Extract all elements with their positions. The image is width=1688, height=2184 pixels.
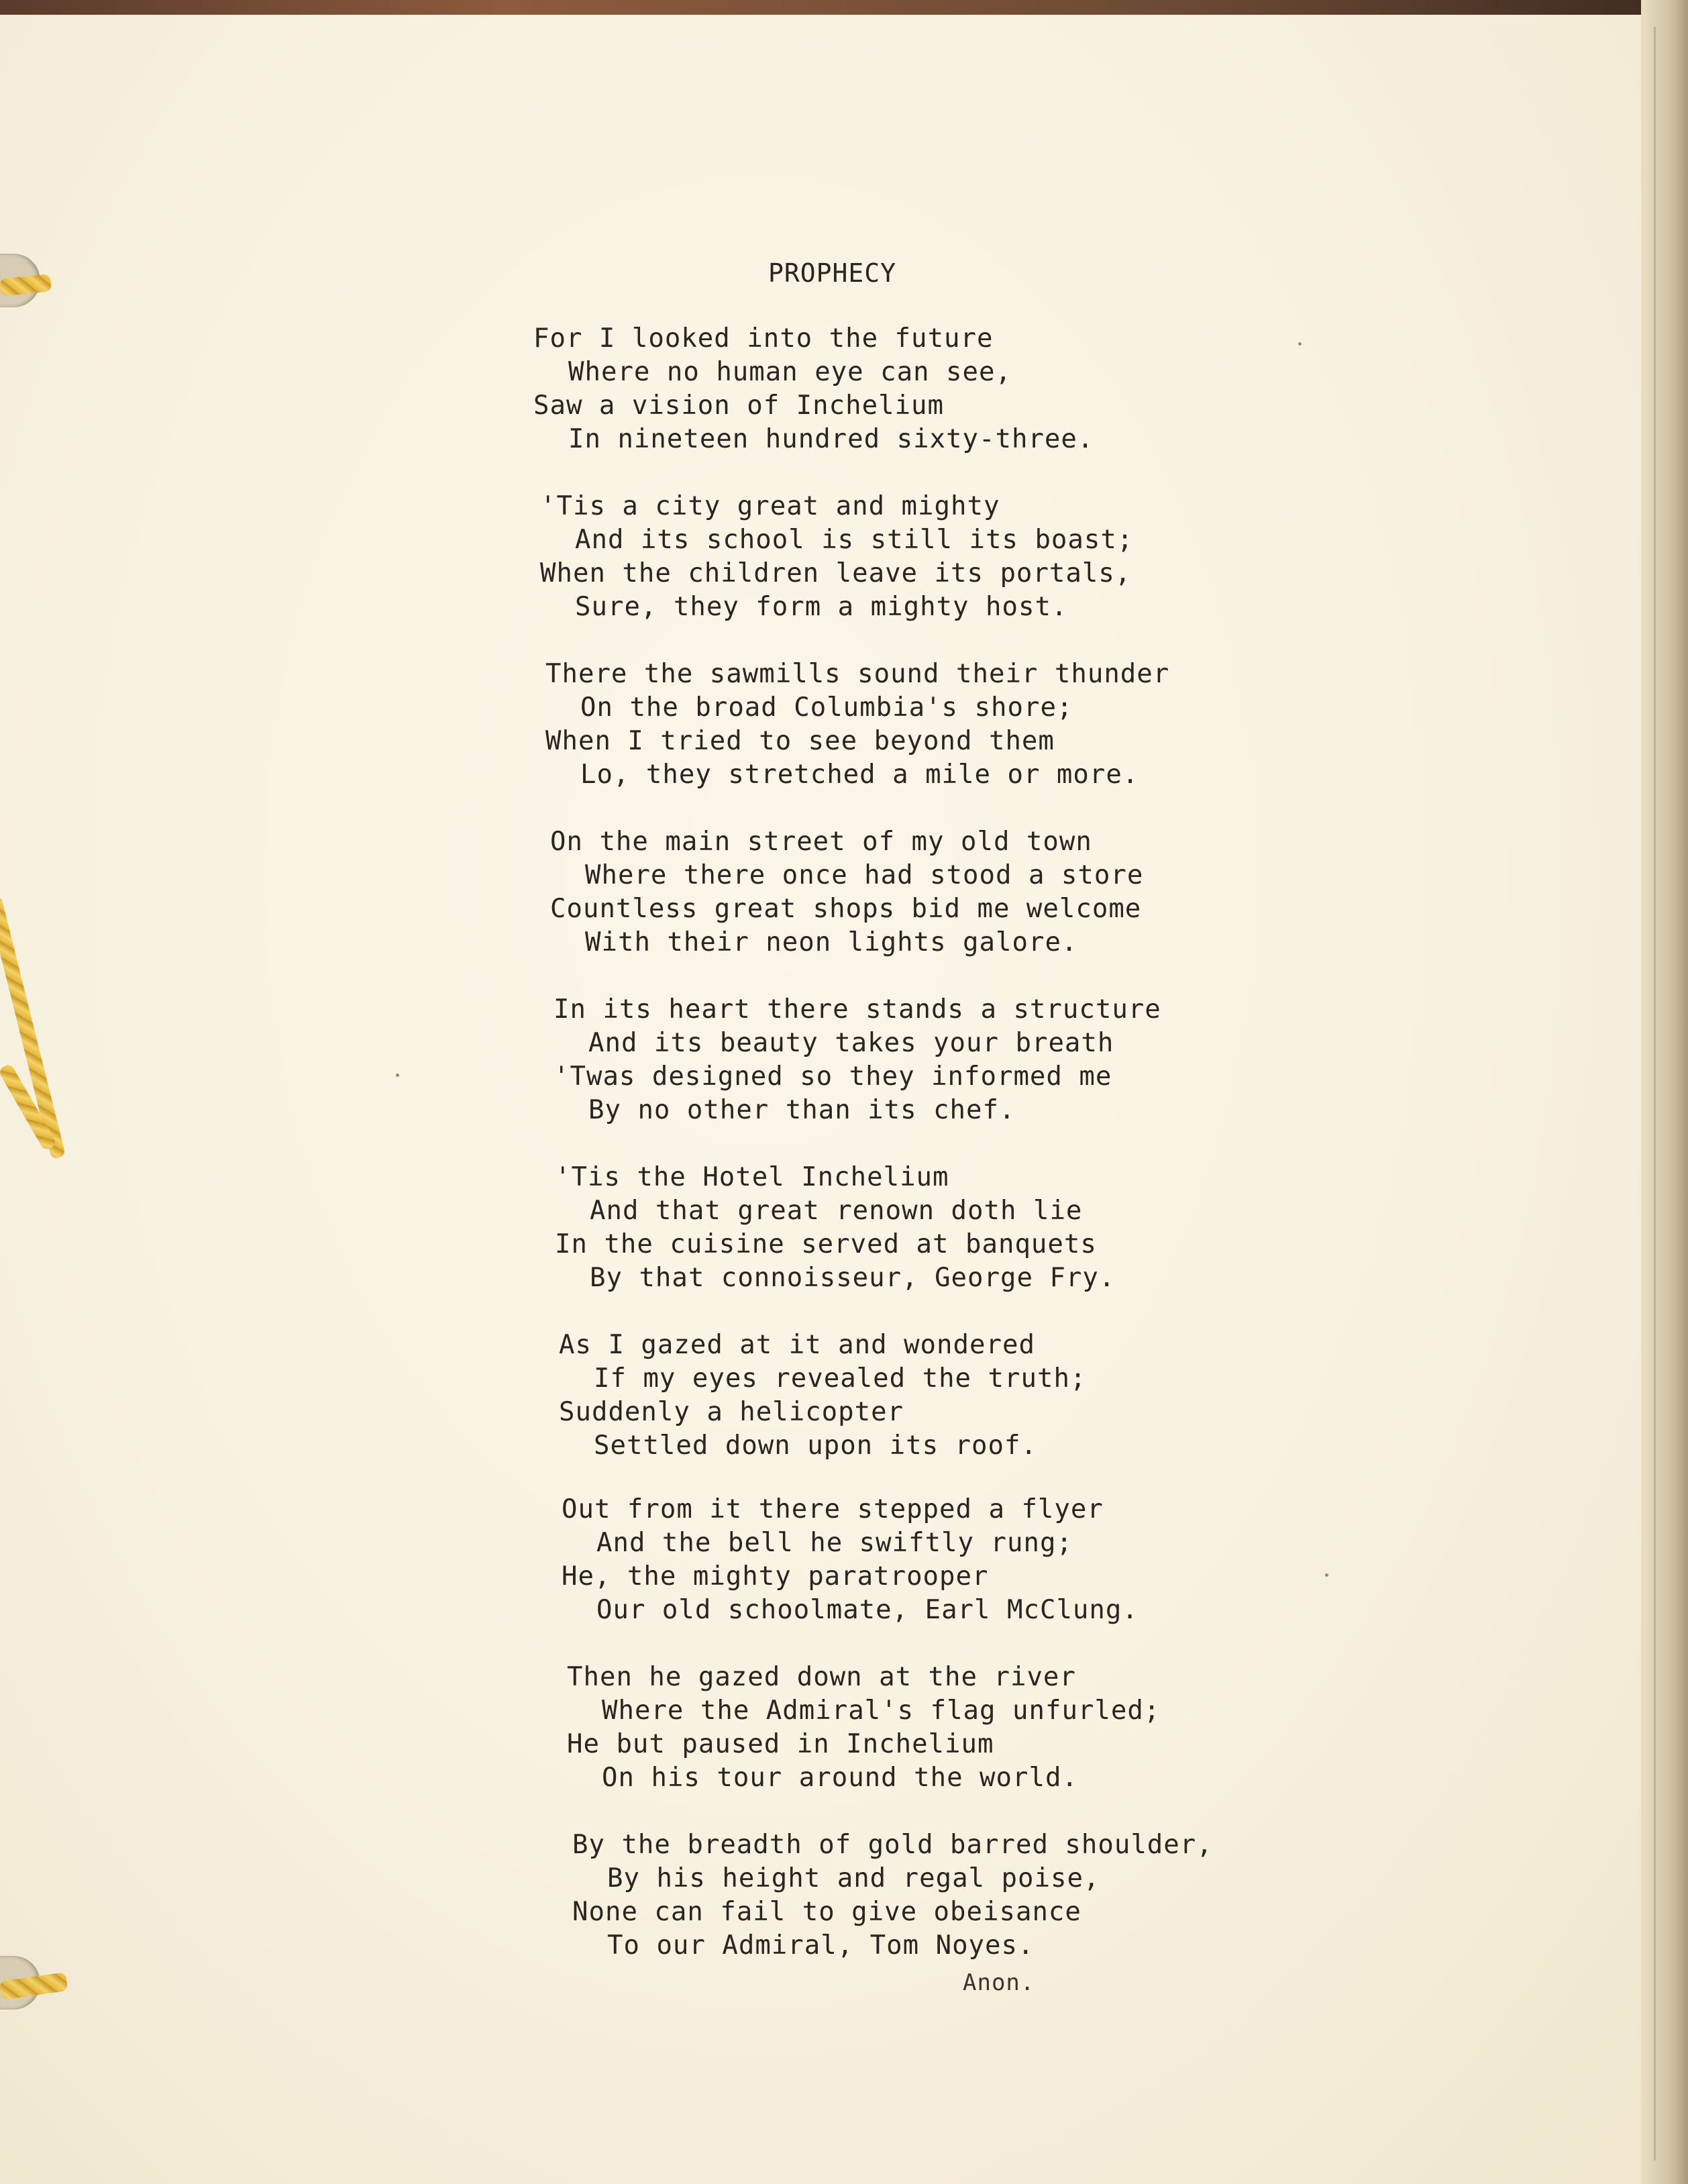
poem-line: On the main street of my old town (550, 827, 1092, 857)
poem-line: As I gazed at it and wondered (559, 1330, 1035, 1360)
poem-line: With their neon lights galore. (585, 927, 1078, 957)
poem-line: If my eyes revealed the truth; (594, 1363, 1087, 1394)
poem-line: On the broad Columbia's shore; (580, 692, 1073, 723)
poem-stanza (533, 322, 1094, 456)
poem-stanza (562, 1493, 1139, 1627)
poem-line: By his height and regal poise, (607, 1863, 1100, 1893)
poem-stanza (555, 1161, 1115, 1295)
poem-stanza (553, 993, 1161, 1127)
page-edge-line (1654, 27, 1656, 2161)
poem-line: 'Twas designed so they informed me (553, 1061, 1112, 1092)
page-stack-edge (1641, 0, 1688, 2184)
poem-line: Suddenly a helicopter (559, 1397, 904, 1427)
poem-line: 'Tis a city great and mighty (540, 491, 1000, 521)
poem-stanza (540, 490, 1133, 624)
poem-line: When the children leave its portals, (540, 558, 1132, 588)
paper-speck (1325, 1573, 1328, 1577)
poem-line: Lo, they stretched a mile or more. (580, 760, 1139, 790)
poem-line: Out from it there stepped a flyer (562, 1494, 1104, 1524)
poem-line: And its beauty takes your breath (588, 1028, 1114, 1058)
binding-top-edge (0, 0, 1688, 15)
poem-line: And that great renown doth lie (590, 1196, 1083, 1226)
poem-author: Anon. (963, 1969, 1035, 1996)
poem-line: He but paused in Inchelium (567, 1729, 994, 1759)
poem-line: There the sawmills sound their thunder (545, 659, 1170, 689)
poem-stanza (550, 825, 1143, 959)
poem-line: Then he gazed down at the river (567, 1662, 1076, 1692)
poem-line: Settled down upon its roof. (594, 1431, 1037, 1461)
paper-speck (396, 1074, 399, 1077)
poem-stanza (572, 1828, 1213, 1963)
poem-line: In its heart there stands a structure (553, 994, 1161, 1025)
poem-line: He, the mighty paratrooper (562, 1561, 989, 1592)
poem-line: 'Tis the Hotel Inchelium (555, 1162, 949, 1192)
poem-line: Our old schoolmate, Earl McClung. (596, 1595, 1139, 1625)
poem-line: By the breadth of gold barred shoulder, (572, 1830, 1213, 1860)
poem-line: None can fail to give obeisance (572, 1897, 1082, 1927)
poem-line: And the bell he swiftly rung; (596, 1528, 1073, 1558)
poem-title: PROPHECY (768, 258, 897, 288)
paper-speck (1298, 342, 1302, 346)
poem-line: Where no human eye can see, (568, 357, 1012, 387)
poem-line: Countless great shops bid me welcome (550, 894, 1142, 924)
poem-stanza (567, 1661, 1160, 1795)
poem-line: Sure, they form a mighty host. (575, 592, 1068, 622)
poem-line: For I looked into the future (533, 323, 994, 354)
poem-line: In the cuisine served at banquets (555, 1229, 1097, 1259)
poem-line: When I tried to see beyond them (545, 726, 1055, 756)
poem-line: In nineteen hundred sixty-three. (568, 424, 1094, 454)
poem-line: By no other than its chef. (588, 1095, 1016, 1125)
poem-line: Where there once had stood a store (585, 860, 1144, 890)
poem-stanza (559, 1329, 1086, 1463)
poem-line: Saw a vision of Inchelium (533, 391, 944, 421)
poem-stanza (545, 658, 1169, 792)
poem-line: And its school is still its boast; (575, 525, 1134, 555)
poem-line: By that connoisseur, George Fry. (590, 1263, 1116, 1293)
poem-line: To our Admiral, Tom Noyes. (607, 1930, 1035, 1961)
poem-line: On his tour around the world. (602, 1763, 1078, 1793)
poem-line: Where the Admiral's flag unfurled; (602, 1696, 1161, 1726)
